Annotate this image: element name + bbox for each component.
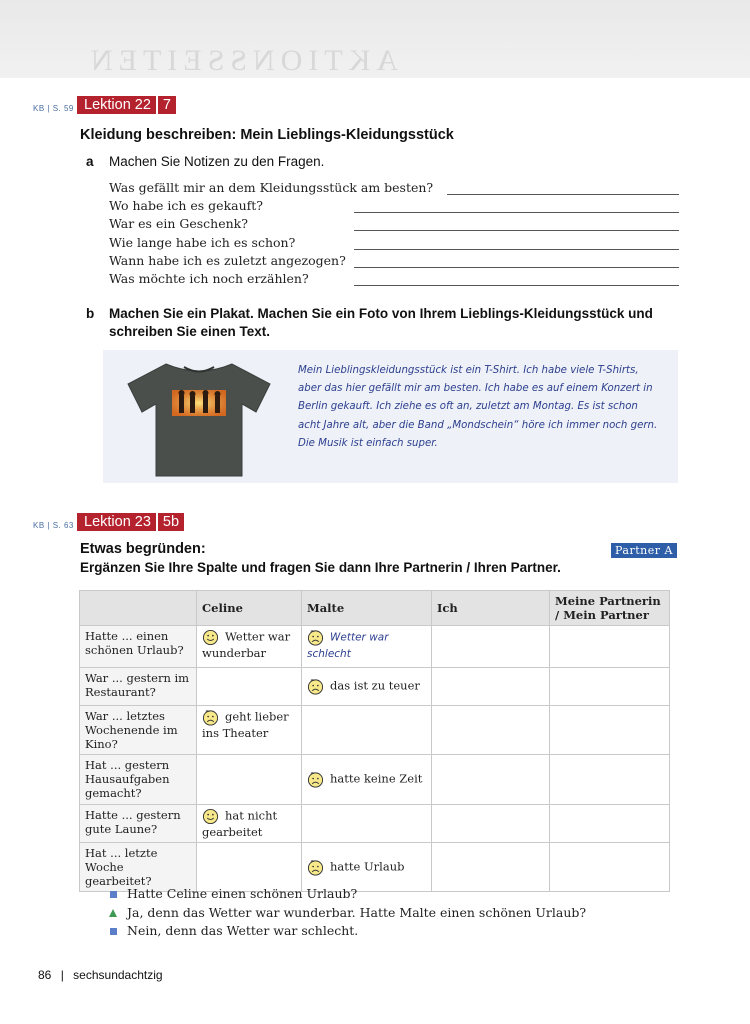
question-row bbox=[109, 271, 679, 289]
table-row bbox=[80, 668, 670, 706]
celine-cell[interactable] bbox=[197, 755, 302, 805]
question-text: Was möchte ich noch erzählen? bbox=[109, 270, 309, 286]
answer-line[interactable] bbox=[354, 212, 679, 213]
celine-answer: geht lieber ins Theater bbox=[202, 709, 289, 740]
triangle-bullet-icon bbox=[109, 909, 117, 917]
ich-cell[interactable] bbox=[432, 755, 550, 805]
header-empty bbox=[80, 591, 197, 626]
row-question: Hatte ... einen schönen Urlaub? bbox=[80, 626, 197, 668]
part-a-instruction: Machen Sie Notizen zu den Fragen. bbox=[109, 154, 325, 169]
footer-divider: | bbox=[60, 968, 64, 982]
question-text: Was gefällt mir an dem Kleidungsstück am besten? bbox=[109, 180, 434, 195]
celine-cell bbox=[197, 626, 302, 668]
happy-face-icon bbox=[202, 629, 219, 646]
celine-cell bbox=[197, 706, 302, 755]
answer-line[interactable] bbox=[354, 249, 679, 250]
lektion-label: Lektion 23 bbox=[77, 513, 156, 531]
partner-cell[interactable] bbox=[550, 755, 670, 805]
question-text: Wann habe ich es zuletzt angezogen? bbox=[109, 252, 346, 268]
header-ich: Ich bbox=[432, 591, 550, 626]
part-b-instruction-line2: schreiben Sie einen Text. bbox=[109, 324, 271, 339]
lektion-badge-22 bbox=[77, 96, 176, 114]
page-footer bbox=[38, 968, 163, 982]
question-row bbox=[109, 235, 679, 253]
table-header-row bbox=[80, 591, 670, 626]
answer-line[interactable] bbox=[354, 230, 679, 231]
header-partner: Meine Partnerin / Mein Partner bbox=[550, 591, 670, 626]
row-question: War ... letztes Wochenende im Kino? bbox=[80, 706, 197, 755]
lektion-label: Lektion 22 bbox=[77, 96, 156, 114]
celine-cell[interactable] bbox=[197, 668, 302, 706]
poster-handwritten-text: Mein Lieblingskleidungsstück ist ein T-Shirt. Ich habe viele T-Shirts, aber das hier gefällt mir am besten. Ich habe es auf einem Konzert in Berlin gekauft. Ich ziehe es oft an, zuletzt am Montag. Es ist schon acht Jahre alt, aber die Band „Mondschein“ höre ich immer noch gern. Die Musik ist einfach super. bbox=[298, 365, 658, 449]
section1-title: Kleidung beschreiben: Mein Lieblings-Kleidungsstück bbox=[80, 127, 454, 143]
table-row bbox=[80, 805, 670, 843]
celine-cell bbox=[197, 805, 302, 843]
dialog-example bbox=[105, 885, 586, 941]
question-row bbox=[109, 216, 679, 234]
happy-face-icon bbox=[202, 808, 219, 825]
top-page-band bbox=[0, 0, 750, 78]
answer-line[interactable] bbox=[354, 267, 679, 268]
square-bullet-icon bbox=[110, 891, 117, 898]
answer-line[interactable] bbox=[447, 194, 679, 195]
dialog-text: Nein, denn das Wetter war schlecht. bbox=[127, 923, 359, 938]
part-b-instruction-line1: Machen Sie ein Plakat. Machen Sie ein Foto von Ihrem Lieblings-Kleidungsstück und bbox=[109, 306, 653, 321]
table-row bbox=[80, 626, 670, 668]
partner-cell[interactable] bbox=[550, 626, 670, 668]
sad-face-icon bbox=[307, 859, 324, 876]
row-question: War ... gestern im Restaurant? bbox=[80, 668, 197, 706]
dialog-text: Ja, denn das Wetter war wunderbar. Hatte Malte einen schönen Urlaub? bbox=[127, 904, 587, 920]
lektion-badge-23 bbox=[77, 513, 184, 531]
section2-title: Etwas begründen: bbox=[80, 541, 206, 557]
section2-subtitle: Ergänzen Sie Ihre Spalte und fragen Sie dann Ihre Partnerin / Ihren Partner. bbox=[80, 560, 561, 575]
part-b-letter: b bbox=[86, 306, 95, 321]
lektion-number: 7 bbox=[158, 96, 176, 114]
kb-reference-2: KB | S. 63 bbox=[33, 521, 74, 530]
ich-cell[interactable] bbox=[432, 668, 550, 706]
dialog-line bbox=[105, 922, 586, 941]
ich-cell[interactable] bbox=[432, 626, 550, 668]
sad-face-icon bbox=[307, 629, 324, 646]
partner-cell[interactable] bbox=[550, 668, 670, 706]
malte-answer: hatte Urlaub bbox=[330, 859, 405, 873]
malte-cell bbox=[302, 626, 432, 668]
question-row bbox=[109, 253, 679, 271]
tshirt-photo bbox=[124, 358, 274, 480]
question-text: Wie lange habe ich es schon? bbox=[109, 234, 296, 250]
answer-line[interactable] bbox=[354, 285, 679, 286]
dialog-line bbox=[105, 885, 586, 904]
square-bullet-icon bbox=[110, 928, 117, 935]
malte-answer: Wetter war schlecht bbox=[307, 631, 389, 660]
partner-cell[interactable] bbox=[550, 706, 670, 755]
malte-cell[interactable] bbox=[302, 706, 432, 755]
part-a-letter: a bbox=[86, 154, 94, 169]
header-celine: Celine bbox=[197, 591, 302, 626]
row-question: Hatte ... gestern gute Laune? bbox=[80, 805, 197, 843]
question-row bbox=[109, 198, 679, 216]
notes-question-list bbox=[109, 180, 679, 289]
malte-cell bbox=[302, 755, 432, 805]
header-malte: Malte bbox=[302, 591, 432, 626]
celine-answer: hat nicht gearbeitet bbox=[202, 808, 278, 839]
question-text: Wo habe ich es gekauft? bbox=[109, 198, 264, 214]
table-row bbox=[80, 755, 670, 805]
sad-face-icon bbox=[307, 771, 324, 788]
partner-a-badge: Partner A bbox=[611, 543, 677, 558]
dialog-line bbox=[105, 904, 586, 923]
malte-answer: das ist zu teuer bbox=[330, 678, 420, 693]
celine-answer: Wetter war wunderbar bbox=[202, 629, 291, 660]
ich-cell[interactable] bbox=[432, 805, 550, 843]
lektion-number: 5b bbox=[158, 513, 184, 531]
table-row bbox=[80, 706, 670, 755]
sad-face-icon bbox=[202, 709, 219, 726]
partner-cell[interactable] bbox=[550, 805, 670, 843]
question-row bbox=[109, 180, 679, 198]
sad-face-icon bbox=[307, 678, 324, 695]
reasons-table bbox=[79, 590, 670, 892]
dialog-text: Hatte Celine einen schönen Urlaub? bbox=[127, 886, 358, 901]
ich-cell[interactable] bbox=[432, 706, 550, 755]
row-question: Hat ... letzte Woche gearbeitet? bbox=[80, 843, 197, 892]
page-number: 86 bbox=[38, 968, 52, 982]
malte-answer: hatte keine Zeit bbox=[330, 771, 423, 786]
ghost-header-text: AKTIONSSEITEN bbox=[85, 44, 398, 77]
malte-cell bbox=[302, 668, 432, 706]
row-question: Hat ... gestern Hausaufgaben gemacht? bbox=[80, 755, 197, 805]
malte-cell[interactable] bbox=[302, 805, 432, 843]
question-text: War es ein Geschenk? bbox=[109, 216, 248, 232]
page-number-word: sechsundachtzig bbox=[73, 968, 163, 982]
kb-reference-1: KB | S. 59 bbox=[33, 104, 74, 113]
